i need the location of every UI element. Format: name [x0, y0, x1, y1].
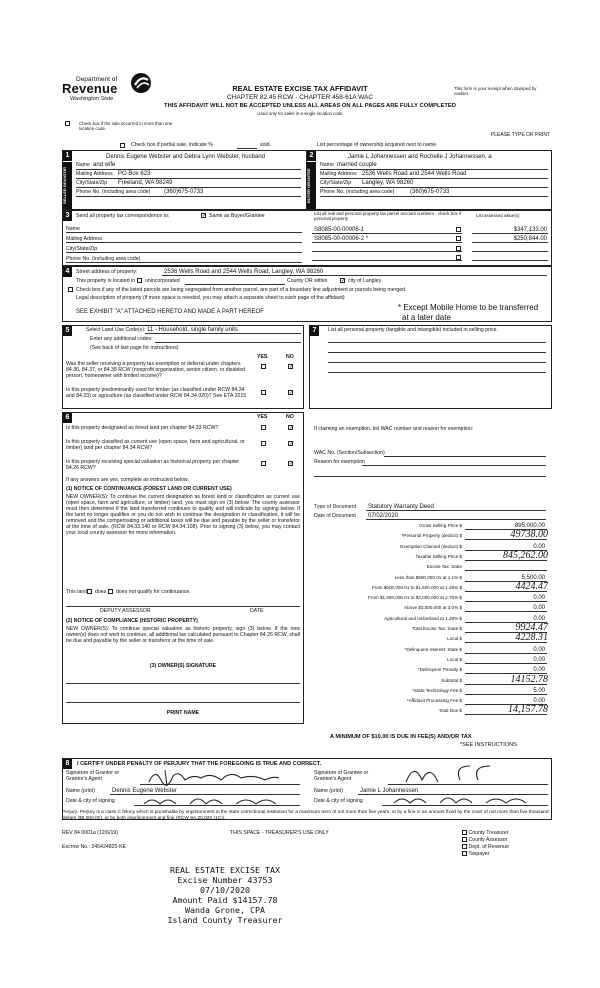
- copy-distribution: [462, 830, 547, 857]
- parcel-3-val-line: [472, 251, 548, 252]
- pp-line-3[interactable]: [328, 362, 546, 363]
- owner-sig-line[interactable]: [66, 683, 300, 684]
- calc-row-label: *Personal Property (deduct) $: [401, 533, 462, 539]
- parcel-2-val-line: [472, 242, 548, 243]
- buyer-phone-value[interactable]: (360)675-0733: [410, 189, 450, 195]
- calc-row-line: [465, 570, 547, 571]
- calc-row-value[interactable]: 0.00: [533, 615, 545, 622]
- buyer-name-value[interactable]: Jamie L Johannessen and Rochelle J Johannessen, a: [348, 154, 492, 160]
- grantee-date-handwriting: [390, 793, 540, 807]
- seller-city-line: [76, 187, 301, 188]
- s6-q3: Is this property receiving special valuation as historical property per chapter 84.26 RCW?: [66, 459, 240, 471]
- state-line: Washington State: [70, 96, 114, 102]
- segregated-label: Check box if any of the listed parcels are being segregated from another parcel, are part of a boundary line adjustment or parcels being merged.: [76, 287, 407, 293]
- parcel-2-number[interactable]: S8085-00-00006-2 *: [314, 236, 369, 242]
- copy-item: Dept. of Revenue: [462, 844, 547, 851]
- grantee-name-value[interactable]: Jamie L Johannessen: [360, 788, 419, 794]
- see-back-label: (See back of last page for instructions): [90, 345, 179, 351]
- county-line[interactable]: [185, 284, 285, 285]
- parcel-2-value[interactable]: $250,844.00: [513, 236, 547, 242]
- print-name-line[interactable]: [66, 702, 300, 703]
- land-use-value[interactable]: 11 - Household, single family units: [147, 327, 238, 333]
- seller-phone-label: Phone No. (including area code): [76, 189, 151, 195]
- deputy-sig-line[interactable]: [66, 606, 300, 607]
- grantor-date-handwriting: [140, 794, 290, 808]
- seller-city-label: City/State/Zip: [76, 180, 108, 186]
- buyer-name-line: [320, 169, 548, 170]
- doc-date-value[interactable]: 07/02/2020: [368, 513, 399, 519]
- parcel-4-val-line: [472, 260, 548, 261]
- calc-row-handwritten-value[interactable]: 845,262.00: [503, 549, 548, 561]
- calc-row-handwritten-value[interactable]: 9924.47: [515, 622, 548, 633]
- section-1-badge: 1: [63, 151, 72, 161]
- city-of-checkbox[interactable]: ✓: [341, 278, 346, 284]
- unincorporated-label: unincorporated: [145, 278, 180, 284]
- calc-row-label: Local $: [447, 636, 462, 642]
- doc-type-label: Type of Document: [314, 504, 357, 510]
- s5-yes-header: YES: [257, 354, 268, 360]
- warning-line: THIS AFFIDAVIT WILL NOT BE ACCEPTED UNLESS ALL AREAS ON ALL PAGES ARE FULLY COMPLETED: [164, 103, 456, 109]
- calc-row-label: Total Excise Tax: State $: [412, 626, 462, 631]
- perjury-text: Perjury: Perjury is a class C felony which is punishable by imprisonment in the state correctional institution for a maximum term of not more than five years, or by a fine in an amount fixed by the court of not more than five thousand dollars ($5,000.00), or by both imprisonment and fine (RCW 9A.20.020 (1C)).: [62, 810, 549, 821]
- grantor-date-label: Date & city of signing: [66, 798, 115, 804]
- s6-q2-yes-checkbox[interactable]: [261, 441, 266, 448]
- land-does-not-label: does not qualify for continuance.: [116, 589, 191, 595]
- notice1-title: (1) NOTICE OF CONTINUANCE (FOREST LAND OR CURRENT USE): [66, 486, 232, 492]
- calc-row-value[interactable]: 0.00: [533, 698, 545, 705]
- doc-type-value[interactable]: Statutory Warranty Deed: [368, 504, 434, 510]
- parcel-1-line: [312, 233, 462, 234]
- parcel-4-line: [312, 260, 462, 261]
- this-land-label: This land: [66, 589, 88, 595]
- buyer-city-value[interactable]: Langley, WA 98260: [362, 180, 414, 186]
- calc-row-label: Total Due $: [438, 708, 462, 714]
- treasurer-stamp: [140, 865, 310, 925]
- s3-city-label: City/State/Zip: [66, 246, 98, 252]
- receipt-note: This form is your receipt when stamped by cashier.: [454, 86, 537, 97]
- form-chapter: CHAPTER 82.45 RCW - CHAPTER 458-61A WAC: [226, 94, 374, 101]
- s3-mail-line[interactable]: [66, 242, 302, 243]
- section-6-badge: 6: [63, 413, 72, 423]
- calc-row-label: *Delinquent Penalty $: [417, 667, 462, 673]
- exemption-claim-label: If claiming an exemption, list WAC number and reason for exemption:: [314, 426, 474, 432]
- stamp-line-3: 07/10/2020: [200, 885, 250, 895]
- s6-q3-no-checkbox[interactable]: ✓: [289, 461, 294, 467]
- personal-property-label: List all personal property (tangible and intangible) included in selling price.: [328, 327, 498, 333]
- seller-city-value[interactable]: Freeland, WA 98249: [118, 180, 173, 186]
- s3-name-label: Name: [66, 226, 80, 232]
- exhibit-text[interactable]: SEE EXHIBIT "A" ATTACHED HERETO AND MADE A PART HEREOF: [76, 309, 264, 315]
- multi-location-label: Check box if the sale occurred in more than one location code.: [79, 121, 173, 132]
- notice2-text: NEW OWNER(S): To continue special valuation as historic property, sign (3) below. If the new owner(s) does not wish to continue, all additional tax calculated pursuant to Chapter 84.26 RCW, shall be due and payable by the seller or transferor at the time of sale.: [66, 626, 300, 644]
- list-pct-label: List percentage of ownership acquired next to name.: [317, 142, 438, 148]
- s5-q1-yes-checkbox[interactable]: [261, 364, 266, 371]
- calc-row-value[interactable]: 0.00: [533, 667, 545, 674]
- land-does-not-checkbox[interactable]: [108, 589, 113, 596]
- calc-row-label: From $500,000.01 to $1,500,000 at 1.28% $: [371, 584, 462, 590]
- grantee-name-label: Name (print): [314, 788, 343, 794]
- copy-item: County Treasurer: [462, 830, 547, 837]
- legal-label: Legal description of property (if more space is needed, you may attach a separate sheet to each page of the affidavit): [76, 295, 345, 301]
- notice1-text: NEW OWNER(S): To continue the current designation as forest land or classification as current use (open space, farm and agriculture, or timber) land, you must sign on (3) below. The county assessor must then determine if the land transferred continues to qualify and will indicate by signing below. If the land no longer qualifies or you do not wish to continue the designation or classification, it will be removed and the compensating or additional taxes will be due and payable by the seller or transferor at the time of sale. (RCW 84.33.140 or RCW 84.34.108). Prior to signing (3) below, you may contact your local county assessor for more information.: [66, 494, 300, 536]
- treasurer-space: THIS SPACE - TREASURER'S USE ONLY: [230, 830, 329, 836]
- exemption-reason-label: Reason for exemption: [314, 459, 365, 465]
- s5-q2-yes-checkbox[interactable]: [261, 390, 266, 397]
- dor-logo-icon: [129, 72, 153, 94]
- calc-row-handwritten-value[interactable]: 14152.78: [510, 673, 548, 685]
- s5-q1-no-checkbox[interactable]: ✓: [289, 364, 294, 370]
- certify-text: I CERTIFY UNDER PENALTY OF PERJURY THAT THE FOREGOING IS TRUE AND CORRECT.: [77, 761, 322, 767]
- s6-q1-yes-checkbox[interactable]: [261, 425, 266, 432]
- print-name-label: PRINT NAME: [166, 710, 200, 716]
- grantor-sig-label: Signature of Grantor or Grantor's Agent: [66, 770, 120, 782]
- calc-row-label: *Affidavit Processing Fee $: [406, 698, 462, 704]
- parcel-2-line: [312, 242, 462, 243]
- mobile-home-note: * Except Mobile Home to be transferred: [398, 303, 539, 312]
- if-yes-text: If any answers are yes, complete as instructed below.: [66, 477, 189, 483]
- calc-row-handwritten-value[interactable]: 4228.31: [515, 632, 548, 644]
- calc-row-label: *State Technology Fee $: [412, 687, 462, 693]
- s6-q2: Is this property classified as current use (open space, farm and agricultural, or timber) land per chapter 84.34 RCW?: [66, 439, 245, 451]
- calc-row-label: Taxable Selling Price $: [415, 553, 462, 559]
- wac-label: WAC No. (Section/Subsection): [314, 450, 385, 456]
- grantee-sig-label: Signature of Grantee or Grantee's Agent: [314, 770, 369, 782]
- calc-row-label: Subtotal $: [441, 677, 462, 683]
- reason-line-2[interactable]: [314, 476, 546, 477]
- sold-label: sold.: [260, 142, 271, 148]
- parcel-1-value[interactable]: $347,133.00: [513, 227, 547, 233]
- buyer-mail-value[interactable]: 2536 Wells Road and 2544 Wells Road: [362, 171, 467, 177]
- seller-side-label: SELLER GRANTOR: [63, 162, 72, 209]
- copy-item: Taxpayer: [462, 851, 547, 858]
- seller-phone-line: [76, 196, 301, 197]
- seller-mail-label: Mailing Address: [76, 171, 113, 177]
- calc-row-value[interactable]: 0.00: [533, 646, 545, 653]
- doc-date-label: Date of Document: [314, 513, 356, 519]
- grantor-signature: [145, 766, 285, 788]
- stamp-line-1: REAL ESTATE EXCISE TAX: [170, 865, 280, 875]
- stamp-line-2: Excise Number 43753: [177, 875, 273, 885]
- s3-phone-line[interactable]: [66, 262, 302, 263]
- parcel-3-line: [312, 251, 462, 252]
- street-value[interactable]: 2536 Wells Road and 2544 Wells Road, Langley, WA 98260: [164, 269, 324, 275]
- doc-date-line: [366, 519, 546, 520]
- reason-line[interactable]: [362, 465, 546, 466]
- buyer-phone-line: [320, 196, 548, 197]
- calc-row-label: Above $3,000,000 at 3.0% $: [404, 605, 462, 611]
- wac-line[interactable]: [384, 456, 546, 457]
- s3-mail-label: Mailing Address: [66, 236, 103, 242]
- addl-codes-label: Enter any additional codes:: [90, 336, 153, 342]
- located-label: This property is located in: [76, 278, 136, 284]
- buyer-phone-label: Phone No. (including area code): [320, 189, 395, 195]
- unincorporated-checkbox[interactable]: [137, 278, 142, 285]
- calc-row-label: Less than $500,000.01 at 1.1% $: [394, 574, 462, 580]
- calc-row-label: Local $: [447, 656, 462, 662]
- rev-number: REV 84 0001a (12/6/19): [62, 830, 118, 836]
- stamp-line-6: Island County Treasurer: [167, 915, 283, 925]
- segregated-checkbox[interactable]: [68, 287, 73, 294]
- date-label: DATE: [250, 608, 264, 614]
- grantee-date-label: Date & city of signing: [314, 798, 363, 804]
- calc-row-label: Excise Tax: State: [426, 564, 462, 570]
- calc-row-label: Exemption Claimed (deduct) $: [400, 543, 462, 549]
- s3-city-line[interactable]: [66, 252, 302, 253]
- minimum-note: A MINIMUM OF $10.00 IS DUE IN FEE(S) AND/OR TAX: [330, 734, 472, 740]
- calc-row-label: Gross Selling Price $: [419, 523, 462, 528]
- owner-sig-label: (3) OWNER(S) SIGNATURE: [149, 663, 217, 669]
- calc-row-value[interactable]: 0.00: [533, 595, 545, 602]
- buyer-side-label: BUYER GRANTEE: [307, 162, 316, 209]
- grantor-name-value[interactable]: Dennis Eugene Webster: [112, 788, 177, 794]
- buyer-city-line: [320, 187, 548, 188]
- street-label: Street address of property:: [76, 269, 138, 275]
- buyer-name-label: Name: [320, 162, 334, 168]
- seller-phone-value[interactable]: (360)675-0733: [164, 189, 204, 195]
- seller-name-value2[interactable]: and wife: [93, 162, 116, 168]
- send-tax-label: Send all property tax correspondence to:: [76, 213, 170, 219]
- grantor-name-label: Name (print): [66, 788, 95, 794]
- seller-name-label: Name: [76, 162, 90, 168]
- parcel-1-number[interactable]: S8085-00-00006-1: [314, 227, 365, 233]
- calc-row-value[interactable]: 0.00: [533, 605, 545, 612]
- see-instructions: *SEE INSTRUCTIONS: [460, 742, 517, 748]
- s6-no-header: NO: [286, 414, 294, 420]
- calc-row-handwritten-value[interactable]: 49738.00: [510, 529, 548, 541]
- s6-yes-header: YES: [257, 414, 268, 420]
- assessed-label: List assessed value(s): [476, 213, 520, 218]
- s5-q2-no-checkbox[interactable]: ✓: [289, 390, 294, 396]
- pp-line-1[interactable]: [328, 342, 546, 343]
- land-use-label: Select Land Use Code(s):: [86, 327, 146, 333]
- land-use-line: [145, 333, 301, 334]
- s6-q1-no-checkbox[interactable]: ✓: [289, 425, 294, 431]
- calc-row-label: *Delinquent Interest: State $: [404, 646, 462, 652]
- land-does-checkbox[interactable]: [87, 589, 92, 596]
- buyer-mail-line: [320, 178, 548, 179]
- buyer-city-label: City/State/Zip: [320, 180, 352, 186]
- section-2-badge: 2: [307, 151, 316, 161]
- partial-sale-label: Check box if partial sale, indicate %: [131, 142, 213, 148]
- pp-line-4[interactable]: [328, 372, 546, 373]
- calc-row-handwritten-value[interactable]: 4424.47: [515, 580, 548, 592]
- seller-mail-line: [76, 178, 301, 179]
- calc-row-value[interactable]: 5,500.00: [521, 574, 545, 581]
- s5-q2: Is this property predominantly used for timber (as classified under RCW 84.34 and 84.33) or agriculture (as classified under RCW 84.34.020)? See ETA 3215: [66, 387, 247, 399]
- s5-no-header: NO: [286, 354, 294, 360]
- calc-row-label: Agricultural and timberland at 1.28% $: [384, 615, 462, 621]
- parcel-list-label: List all real and personal property tax parcel account numbers - check box if personal property: [314, 211, 462, 222]
- print-note: PLEASE TYPE OR PRINT: [490, 132, 550, 138]
- calc-row-value[interactable]: 0.00: [533, 543, 545, 550]
- seller-name-line: [76, 169, 301, 170]
- section-7-badge: 7: [310, 326, 319, 336]
- grantee-signature: [400, 760, 510, 786]
- county-label: County OR within: [287, 278, 328, 284]
- dept-line: Department of: [76, 76, 118, 83]
- tax-calculation-table: [310, 523, 555, 753]
- pp-line-2[interactable]: [328, 352, 546, 353]
- seller-name-value[interactable]: Dennis Eugene Webster and Debra Lynn Webster, husband: [106, 154, 265, 160]
- use-note: Used only for sales in a single location code: [257, 111, 343, 116]
- dor-logo: [62, 72, 157, 106]
- s3-name-line[interactable]: [66, 232, 302, 233]
- section-4-badge: 4: [63, 267, 72, 277]
- partial-pct-line[interactable]: [237, 148, 257, 149]
- s5-q1: Was the seller receiving a property tax exemption or deferral under chapters 84.36, 84.37, or 84.38 RCW (nonprofit organization, senior citizen, or disabled person, homeowner with limited income)?: [66, 361, 246, 379]
- partial-sale-checkbox[interactable]: [120, 143, 125, 150]
- land-does-label: does: [95, 589, 107, 595]
- escrow-number: Escrow No.: 245424825-KE: [62, 844, 127, 850]
- section-5-badge: 5: [63, 326, 72, 336]
- s3-phone-label: Phone No. (including area code): [66, 256, 141, 262]
- stamp-line-5: Wanda Grone, CPA: [185, 905, 265, 915]
- parcel-1-val-line: [472, 233, 548, 234]
- calc-row-value[interactable]: 5.00: [533, 687, 545, 694]
- mobile-home-note-2: at a later date: [402, 313, 451, 322]
- form-title: REAL ESTATE EXCISE TAX AFFIDAVIT: [232, 84, 368, 93]
- multi-location-checkbox[interactable]: [65, 121, 70, 128]
- deputy-label: DEPUTY ASSESSOR: [100, 608, 151, 614]
- same-as-buyer-checkbox[interactable]: ✓: [202, 213, 207, 219]
- stamp-line-4: Amount Paid $14157.78: [172, 895, 278, 905]
- buyer-name-value2[interactable]: married couple: [337, 162, 377, 168]
- section-8-badge: 8: [63, 759, 72, 769]
- same-as-buyer-label: Same as Buyer/Grantee: [209, 213, 265, 219]
- calc-row-handwritten-value[interactable]: 14,157.78: [508, 704, 548, 716]
- city-of-label: city of Langley: [348, 278, 382, 284]
- addl-codes-line[interactable]: [155, 342, 301, 343]
- calc-row-value[interactable]: 895,000.00: [514, 523, 545, 529]
- revenue-wordmark: Revenue: [62, 81, 118, 96]
- street-line: [162, 275, 547, 276]
- s6-q1: Is this property designated as forest land per chapter 84.33 RCW?: [66, 425, 219, 431]
- section-3-badge: 3: [63, 211, 72, 221]
- s6-q2-no-checkbox[interactable]: ✓: [289, 441, 294, 447]
- copy-item: County Assessor: [462, 837, 547, 844]
- calc-row-value[interactable]: 0.00: [533, 656, 545, 663]
- section-7-box: [309, 325, 552, 409]
- buyer-mail-label: Mailing Address: [320, 171, 357, 177]
- s6-q3-yes-checkbox[interactable]: [261, 461, 266, 468]
- calc-row-label: From $1,500,000.01 to $3,000,000 at 2.75% $: [368, 595, 462, 601]
- seller-mail-value[interactable]: PO Box 623: [118, 171, 151, 177]
- notice2-title: (2) NOTICE OF COMPLIANCE (HISTORIC PROPERTY): [66, 618, 198, 624]
- doc-type-line: [366, 510, 546, 511]
